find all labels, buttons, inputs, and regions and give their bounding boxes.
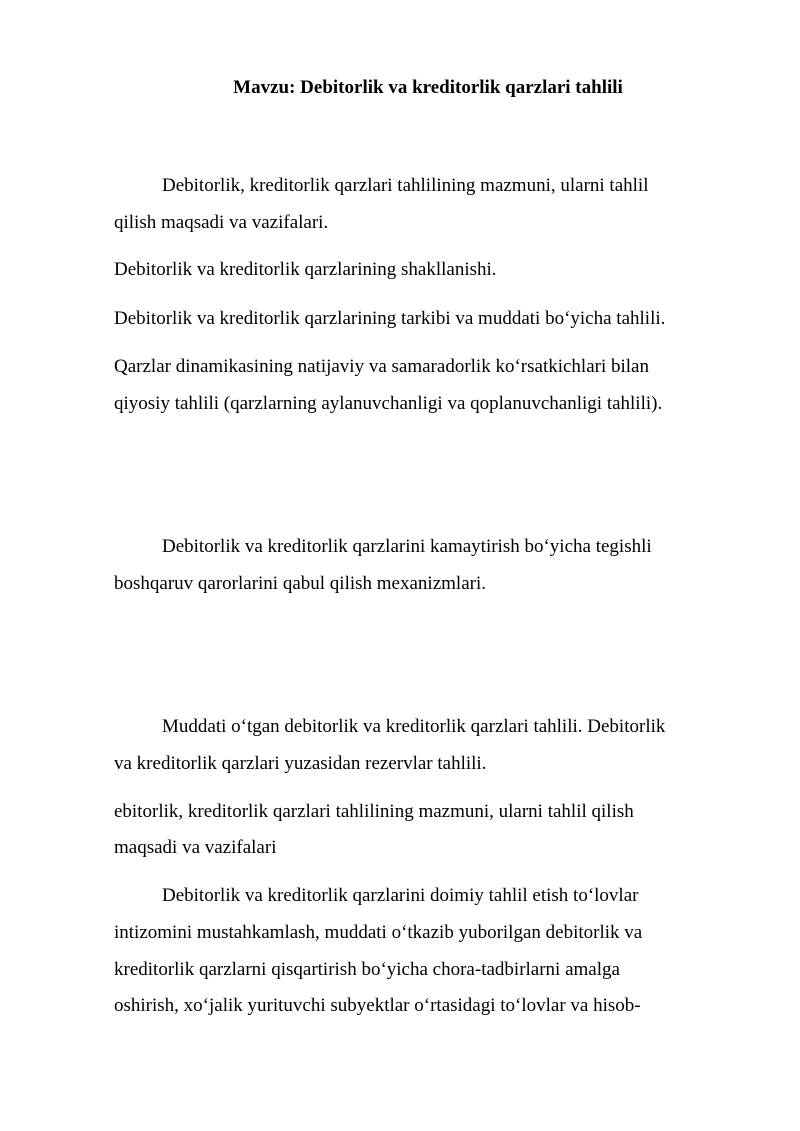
document-title: Mavzu: Debitorlik va kreditorlik qarzlari tahlili bbox=[233, 77, 623, 98]
text-line: boshqaruv qarorlarini qabul qilish mexanizmlari. bbox=[114, 573, 486, 594]
text-line: va kreditorlik qarzlari yuzasidan rezervlar tahlili. bbox=[114, 753, 487, 774]
text-line: intizomini mustahkamlash, muddati o‘tkazib yuborilgan debitorlik va bbox=[114, 922, 643, 943]
text-line: maqsadi va vazifalari bbox=[114, 837, 277, 858]
text-line: kreditorlik qarzlarni qisqartirish bo‘yicha chora-tadbirlarni amalga bbox=[114, 959, 620, 980]
text-line: Debitorlik, kreditorlik qarzlari tahlilining mazmuni, ularni tahlil bbox=[162, 175, 649, 196]
text-line: Debitorlik va kreditorlik qarzlarining tarkibi va muddati bo‘yicha tahlili. bbox=[114, 308, 666, 329]
text-line: Debitorlik va kreditorlik qarzlarining shakllanishi. bbox=[114, 259, 497, 280]
text-line: qiyosiy tahlili (qarzlarning aylanuvchanligi va qoplanuvchanligi tahlili). bbox=[114, 393, 663, 414]
text-line: Debitorlik va kreditorlik qarzlarini kamaytirish bo‘yicha tegishli bbox=[162, 536, 652, 557]
text-line: qilish maqsadi va vazifalari. bbox=[114, 212, 329, 233]
text-line: Muddati o‘tgan debitorlik va kreditorlik qarzlari tahlili. Debitorlik bbox=[162, 716, 666, 737]
text-line: ebitorlik, kreditorlik qarzlari tahlilining mazmuni, ularni tahlil qilish bbox=[114, 801, 634, 822]
text-line: Qarzlar dinamikasining natijaviy va samaradorlik ko‘rsatkichlari bilan bbox=[114, 356, 649, 377]
text-line: oshirish, xo‘jalik yurituvchi subyektlar o‘rtasidagi to‘lovlar va hisob- bbox=[114, 995, 641, 1016]
text-line: Debitorlik va kreditorlik qarzlarini doimiy tahlil etish to‘lovlar bbox=[162, 885, 639, 906]
